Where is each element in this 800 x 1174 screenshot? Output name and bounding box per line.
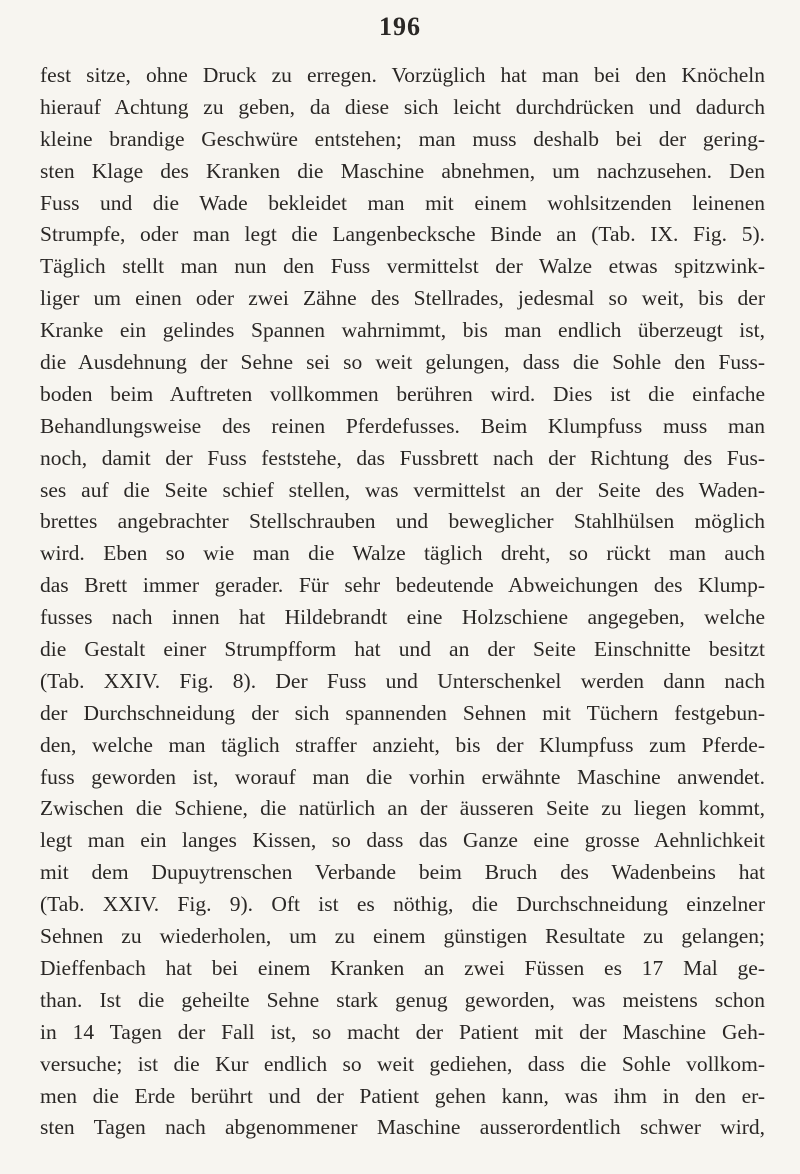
text-line: sten Tagen nach abgenommener Maschine ausserordentlich schwer wird, xyxy=(40,1115,765,1140)
text-line: den, welche man täglich straffer anzieht, bis der Klumpfuss zum Pferde- xyxy=(40,732,765,757)
text-line: Sehnen zu wiederholen, um zu einem günstigen Resultate zu gelangen; xyxy=(40,924,765,949)
page-number: 196 xyxy=(379,12,421,41)
text-line: legt man ein langes Kissen, so dass das Ganze eine grosse Aehnlichkeit xyxy=(40,828,765,853)
text-line: men die Erde berührt und der Patient gehen kann, was ihm in den er- xyxy=(40,1083,765,1108)
text-line: mit dem Dupuytrenschen Verbande beim Bruch des Wadenbeins hat xyxy=(40,860,765,885)
text-line: Strumpfe, oder man legt die Langenbecksche Binde an (Tab. IX. Fig. 5). xyxy=(40,222,765,247)
text-line: die Ausdehnung der Sehne sei so weit gelungen, dass die Sohle den Fuss- xyxy=(40,350,765,375)
text-line: noch, damit der Fuss feststehe, das Fussbrett nach der Richtung des Fus- xyxy=(40,445,765,470)
text-line: (Tab. XXIV. Fig. 8). Der Fuss und Unterschenkel werden dann nach xyxy=(40,668,765,693)
text-line: das Brett immer gerader. Für sehr bedeutende Abweichungen des Klump- xyxy=(40,573,765,598)
text-line: brettes angebrachter Stellschrauben und beweglicher Stahlhülsen möglich xyxy=(40,509,765,534)
text-line: der Durchschneidung der sich spannenden Sehnen mit Tüchern festgebun- xyxy=(40,700,765,725)
text-line: Zwischen die Schiene, die natürlich an der äusseren Seite zu liegen kommt, xyxy=(40,796,765,821)
text-line: liger um einen oder zwei Zähne des Stellrades, jedesmal so weit, bis der xyxy=(40,286,765,311)
body-text xyxy=(40,60,765,1144)
text-line: Kranke ein gelindes Spannen wahrnimmt, bis man endlich überzeugt ist, xyxy=(40,318,765,343)
text-line: in 14 Tagen der Fall ist, so macht der Patient mit der Maschine Geh- xyxy=(40,1019,765,1044)
text-line: boden beim Auftreten vollkommen berühren wird. Dies ist die einfache xyxy=(40,381,765,406)
text-line: Täglich stellt man nun den Fuss vermittelst der Walze etwas spitzwink- xyxy=(40,254,765,279)
text-line: versuche; ist die Kur endlich so weit gediehen, dass die Sohle vollkom- xyxy=(40,1051,765,1076)
text-line: fuss geworden ist, worauf man die vorhin erwähnte Maschine anwendet. xyxy=(40,764,765,789)
text-line: wird. Eben so wie man die Walze täglich dreht, so rückt man auch xyxy=(40,541,765,566)
text-line: fest sitze, ohne Druck zu erregen. Vorzüglich hat man bei den Knöcheln xyxy=(40,63,765,87)
text-line: Behandlungsweise des reinen Pferdefusses. Beim Klumpfuss muss man xyxy=(40,413,765,438)
text-line: hierauf Achtung zu geben, da diese sich leicht durchdrücken und dadurch xyxy=(40,94,765,119)
text-line: kleine brandige Geschwüre entstehen; man muss deshalb bei der gering- xyxy=(40,126,765,151)
text-line: ses auf die Seite schief stellen, was vermittelst an der Seite des Waden- xyxy=(40,477,765,502)
text-line: (Tab. XXIV. Fig. 9). Oft ist es nöthig, die Durchschneidung einzelner xyxy=(40,892,765,917)
text-line: Fuss und die Wade bekleidet man mit einem wohlsitzenden leinenen xyxy=(40,190,765,215)
text-line: than. Ist die geheilte Sehne stark genug geworden, was meistens schon xyxy=(40,987,765,1012)
text-line: die Gestalt einer Strumpfform hat und an der Seite Einschnitte besitzt xyxy=(40,637,765,662)
text-line: fusses nach innen hat Hildebrandt eine Holzschiene angegeben, welche xyxy=(40,605,765,630)
text-line: sten Klage des Kranken die Maschine abnehmen, um nachzusehen. Den xyxy=(40,158,765,183)
text-line: Dieffenbach hat bei einem Kranken an zwei Füssen es 17 Mal ge- xyxy=(40,955,765,980)
